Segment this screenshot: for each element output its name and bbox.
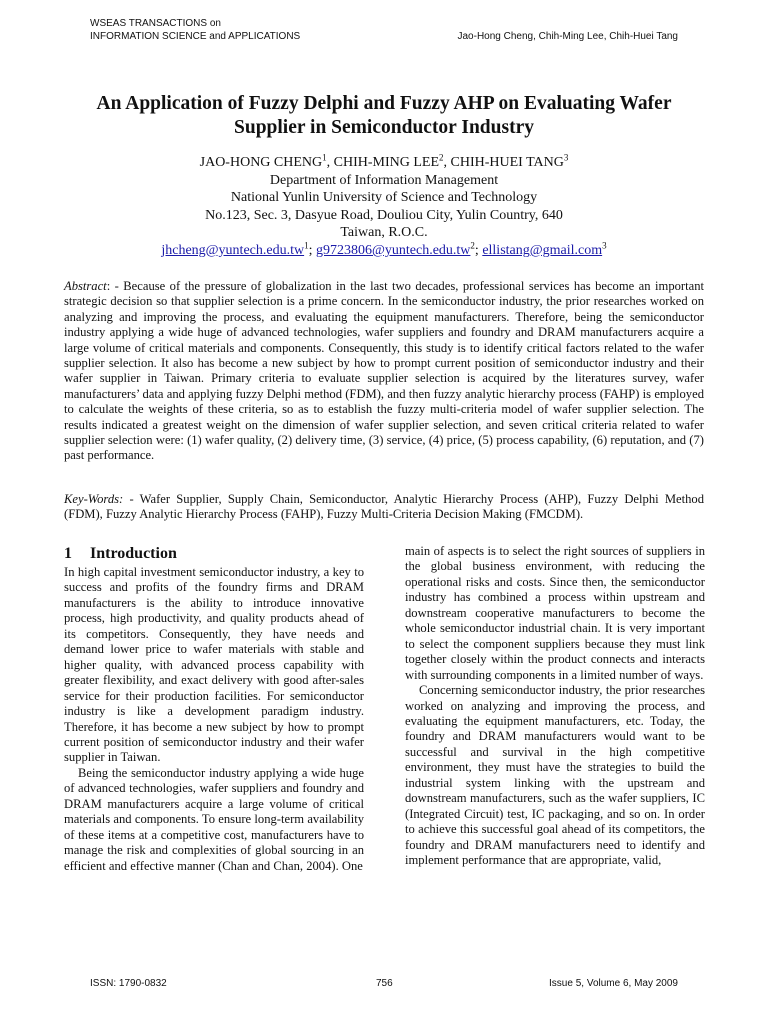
abstract <box>64 279 704 464</box>
paragraph: In high capital investment semiconductor industry, a key to success and profits of the foundry firms and DRAM manufacturers is the ability to introduce innovative process, high productivity, and quality products ahead of its competitors. Consequently, they have needs and demand lower price to wafer materials with stable and higher quality, with advanced process capability with greater flexibility, and exact delivery with good after-sales service for their production facilities. For semiconductor industry is like a development paradigm industry. Therefore, it has become a new subject by how to prompt current position of semiconductor industry and their wafer supplier in Taiwan. <box>64 565 364 765</box>
abstract-label: Abstract <box>64 279 107 293</box>
author-name: CHIH-HUEI TANG <box>450 155 564 170</box>
affiliation-address: No.123, Sec. 3, Dasyue Road, Douliou City, Yulin Country, 640 <box>205 207 563 223</box>
email-sup: 1 <box>304 240 309 251</box>
paragraph: Being the semiconductor industry applying a wide huge of advanced technologies, wafer suppliers and foundry and DRAM manufacturers acquire a large volume of critical materials and components. To ensure long-term availability of these items at a competitive cost, manufacturers have to manage the risk and complexities of global sourcing in an efficient and effective manner (Chan and Chan, 2004). One <box>64 765 364 873</box>
email-sup: 3 <box>602 240 607 251</box>
footer-page-number: 756 <box>376 978 393 989</box>
abstract-text: : - Because of the pressure of globalization in the last two decades, professional services has become an important strategic decision so that supplier selection is a prime concern. In the semiconductor industry, the prior researches worked on analyzing and improving the process, and evaluating the equipment manufacturers. Therefore, being the semiconductor industry applying a wide huge of advanced technologies, wafer suppliers and foundry and DRAM manufacturers acquire a large volume of critical materials and components. Consequently, this study is to identify critical factors related to the wafer supplier selection. It also has become a new subject by how to prompt current position of semiconductor industry and their wafer supplier in Taiwan. Primary criteria to evaluate supplier selection is acquired by the literatures survey, wafer manufacturers’ data and applying fuzzy Delphi method (FDM), and then fuzzy analytic hierarchy process (FAHP) is employed to calculate the weights of these criteria, so as to establish the fuzzy multi-criteria model of wafer supplier selection. The results indicated a greatest weight on the dimension of wafer supplier selection, and seven critical criteria related to wafer supplier selection were: (1) wafer quality, (2) delivery time, (3) service, (4) price, (5) process capability, (6) reputation, and (7) past performance. <box>64 279 704 463</box>
section-heading <box>64 544 364 564</box>
author-block <box>70 154 698 260</box>
author-sup: 3 <box>563 152 569 163</box>
running-header-authors: Jao-Hong Cheng, Chih-Ming Lee, Chih-Huei Tang <box>457 31 678 42</box>
author-list: JAO-HONG CHENG$^1$, CHIH-MING LEE$^2$, CHIH-HUEI TANG$^3$ <box>199 152 569 170</box>
running-header-journal <box>90 17 300 43</box>
affiliation-department: Department of Information Management <box>269 172 499 188</box>
column-left <box>64 544 364 874</box>
paragraph: main of aspects is to select the right sources of suppliers in the global business environment, with reducing the operational risks and costs. Since then, the semiconductor industry has combined a process within upstream and downstream cooperative manufacturers to become the whole semiconductor industrial chain. It is very important to select the component suppliers because they must link together closely within the product connects and interacts with surrounding components in a limited number of ways. <box>405 544 705 682</box>
email-list: $jhcheng@yuntech.edu.tw^1$; $g9723806@yuntech.edu.tw^2$; ellistang@gmail.com$^3$ <box>161 240 607 258</box>
email-link[interactable]: ellistang@gmail.com <box>482 242 603 258</box>
affiliation-country: Taiwan, R.O.C. <box>340 225 428 241</box>
email-link[interactable]: g9723806@yuntech.edu.tw <box>315 242 471 258</box>
affiliation-university: National Yunlin University of Science and Technology <box>230 190 538 206</box>
author-sup: 1 <box>322 152 327 163</box>
paragraph: Concerning semiconductor industry, the prior researches worked on analyzing and improving the process, and evaluating the equipment manufacturers, etc. Today, the foundry and DRAM manufacturers would want to be successful and survival in the high competitive environment, they must have the strategies to build the industrial system linking with the upstream and downstream manufacturers, such as the wafer suppliers, IC (Integrated Circuit) test, IC packaging, and so on. In order to achieve this successful goal ahead of its competitors, the foundry and DRAM manufacturers need to identify and implement performance that are appropriate, valid, <box>405 683 705 868</box>
section-number: 1 <box>64 545 72 562</box>
paper-title: An Application of Fuzzy Delphi and Fuzzy AHP on Evaluating Wafer Supplier in Semiconductor Industry <box>96 93 672 138</box>
email-link[interactable]: jhcheng@yuntech.edu.tw <box>161 242 305 258</box>
keywords-label: Key-Words: <box>64 492 124 506</box>
footer-issn: ISSN: 1790-0832 <box>90 978 167 989</box>
section-title: Introduction <box>90 545 177 562</box>
author-sup: 2 <box>439 152 444 163</box>
keywords-text: - Wafer Supplier, Supply Chain, Semiconductor, Analytic Hierarchy Process (AHP), Fuzzy Delphi Method (FDM), Fuzzy Analytic Hierarchy Process (FAHP), Fuzzy Multi-Criteria Decision Making (FMCDM). <box>64 492 704 522</box>
keywords <box>64 492 704 523</box>
author-name: CHIH-MING LEE <box>333 155 440 170</box>
email-sup: 2 <box>470 240 475 251</box>
column-right <box>405 544 705 869</box>
journal-name-line1: WSEAS TRANSACTIONS on <box>90 18 221 29</box>
author-name: JAO-HONG CHENG <box>199 155 323 170</box>
footer-issue: Issue 5, Volume 6, May 2009 <box>549 978 678 989</box>
journal-name-line2: INFORMATION SCIENCE and APPLICATIONS <box>90 31 301 42</box>
